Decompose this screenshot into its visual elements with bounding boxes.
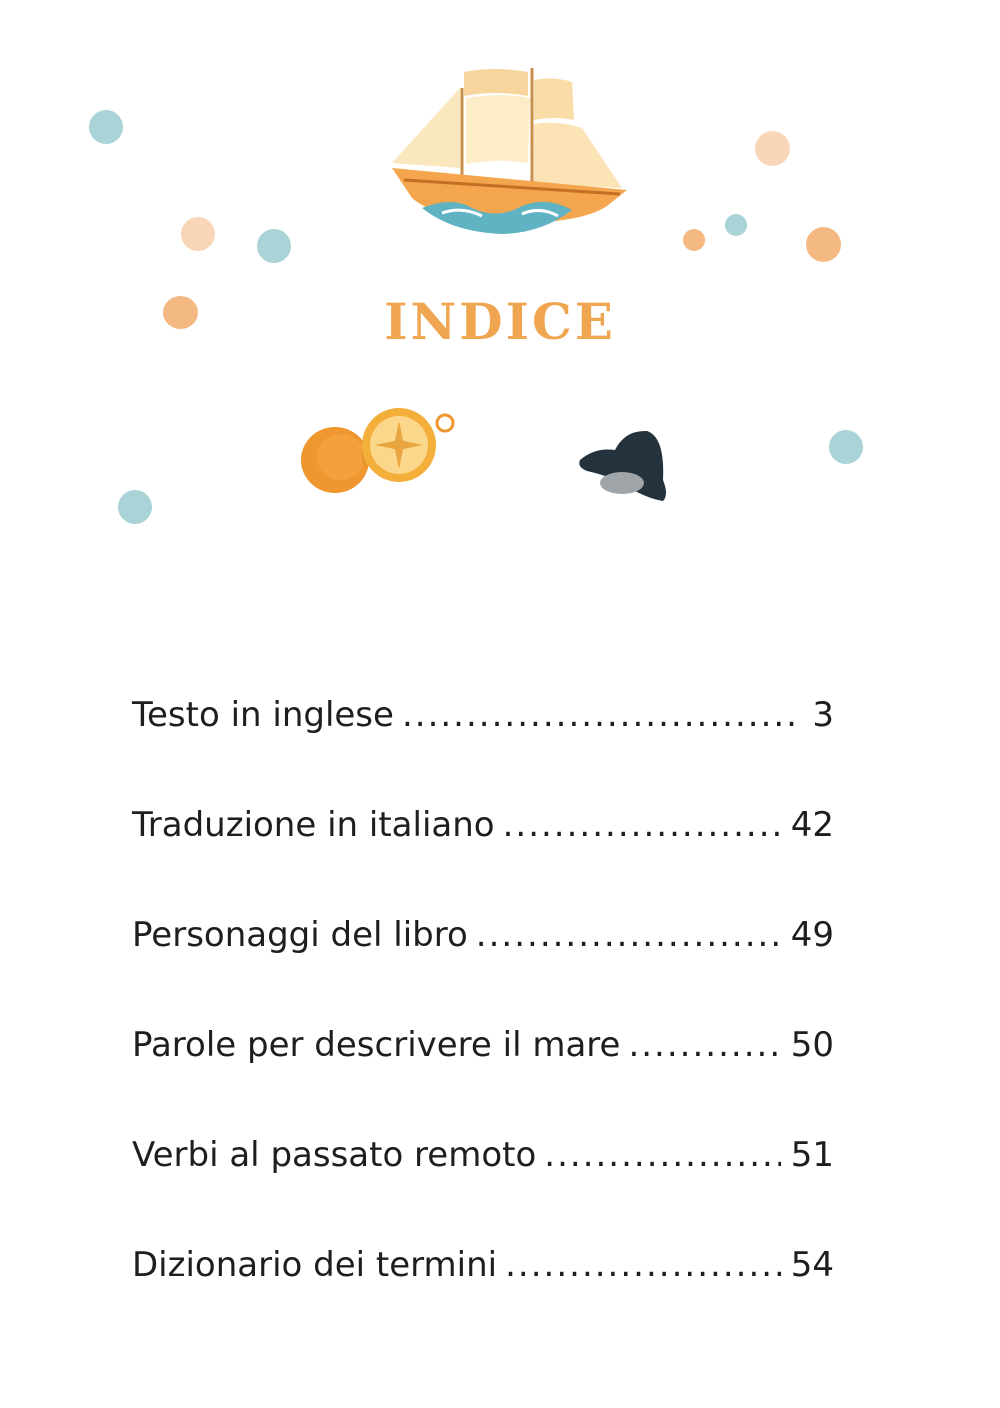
pocket-compass-icon bbox=[298, 405, 463, 500]
toc-entry-label: Parole per descrivere il mare bbox=[132, 1025, 621, 1065]
decor-dot bbox=[725, 214, 747, 236]
toc-entry-page: 50 bbox=[790, 1025, 834, 1065]
page-title: INDICE bbox=[384, 292, 616, 351]
decor-dot bbox=[829, 430, 863, 464]
decor-dot bbox=[806, 227, 841, 262]
toc-leader-dots bbox=[503, 805, 781, 845]
bowler-hat-icon bbox=[575, 425, 675, 505]
toc-entry[interactable] bbox=[132, 915, 834, 1025]
decor-dot bbox=[118, 490, 152, 524]
toc-entry[interactable] bbox=[132, 805, 834, 915]
toc-entry-page: 54 bbox=[790, 1245, 834, 1285]
decor-dot bbox=[755, 131, 790, 166]
toc-entry-label: Testo in inglese bbox=[132, 695, 394, 735]
decor-dot bbox=[89, 110, 123, 144]
toc-leader-dots bbox=[476, 915, 781, 955]
toc-entry-page: 42 bbox=[790, 805, 834, 845]
toc-entry-page: 51 bbox=[790, 1135, 834, 1175]
toc-entry[interactable] bbox=[132, 695, 834, 805]
toc-leader-dots bbox=[505, 1245, 781, 1285]
sailing-ship-icon bbox=[382, 58, 632, 238]
table-of-contents bbox=[132, 695, 834, 1355]
decor-dot bbox=[683, 229, 705, 251]
toc-leader-dots bbox=[402, 695, 802, 735]
toc-leader-dots bbox=[628, 1025, 780, 1065]
toc-entry-page: 49 bbox=[790, 915, 834, 955]
toc-entry[interactable] bbox=[132, 1135, 834, 1245]
toc-entry[interactable] bbox=[132, 1245, 834, 1355]
toc-entry-label: Dizionario dei termini bbox=[132, 1245, 498, 1285]
toc-leader-dots bbox=[544, 1135, 780, 1175]
decor-dot bbox=[257, 229, 291, 263]
toc-entry-label: Verbi al passato remoto bbox=[132, 1135, 537, 1175]
toc-entry-label: Traduzione in italiano bbox=[132, 805, 495, 845]
toc-entry-page: 3 bbox=[812, 695, 834, 735]
toc-entry-label: Personaggi del libro bbox=[132, 915, 468, 955]
toc-entry[interactable] bbox=[132, 1025, 834, 1135]
decor-dot bbox=[181, 217, 215, 251]
